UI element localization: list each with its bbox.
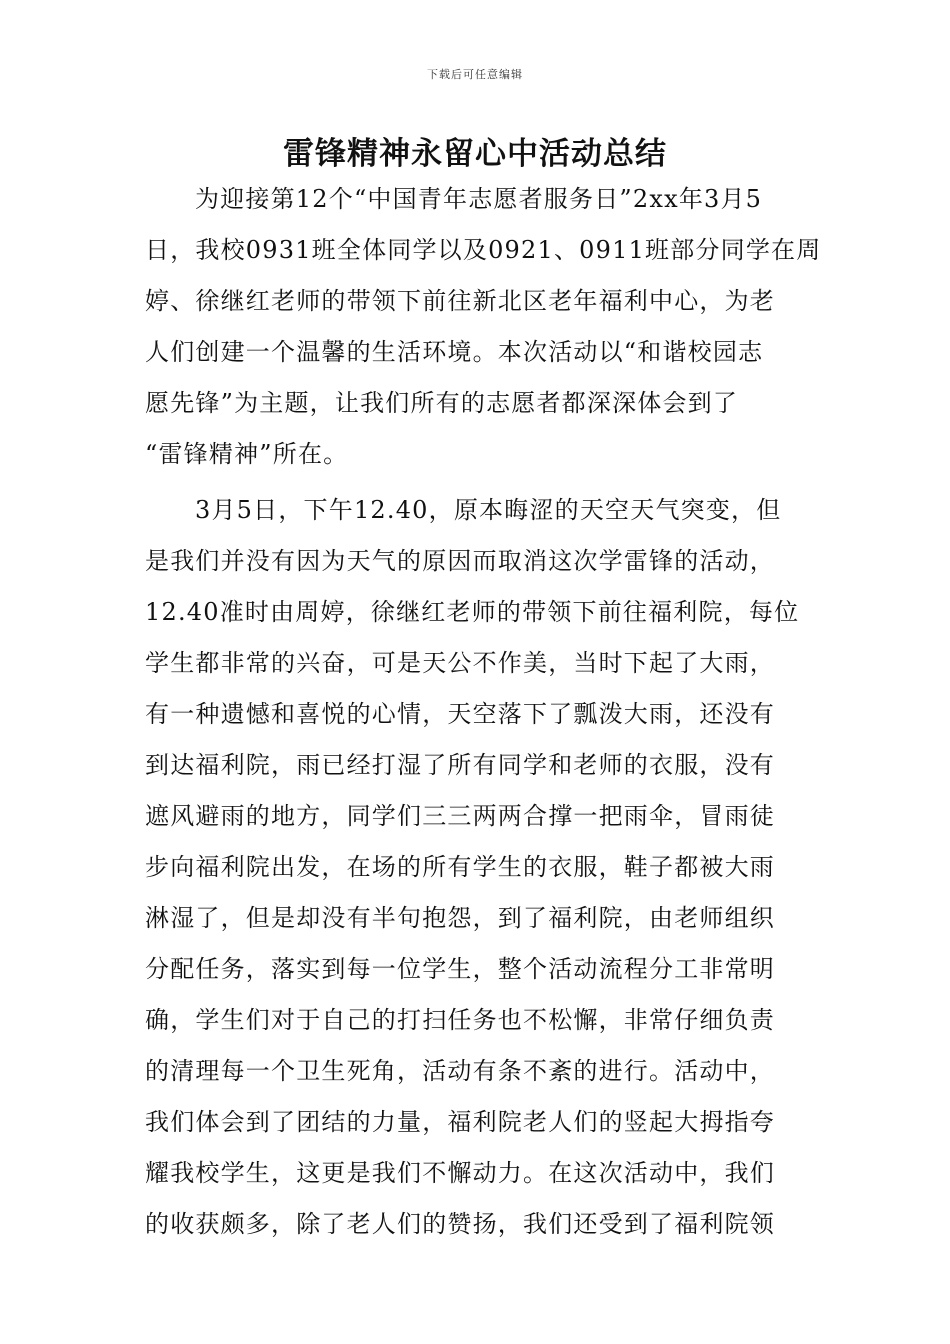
paragraph-line: 分配任务，落实到每一位学生，整个活动流程分工非常明 [145,955,775,983]
paragraph-line: 的收获颇多，除了老人们的赞扬，我们还受到了福利院领 [145,1210,775,1238]
paragraph-line: 日，我校0931班全体同学以及0921、0911班部分同学在周 [145,236,822,264]
paragraph-line: 淋湿了，但是却没有半句抱怨，到了福利院，由老师组织 [145,904,775,932]
paragraph-line: 有一种遗憾和喜悦的心情，天空落下了瓢泼大雨，还没有 [145,700,775,728]
paragraph-line: 的清理每一个卫生死角，活动有条不紊的进行。活动中， [145,1057,775,1085]
paragraph-line: 我们体会到了团结的力量，福利院老人们的竖起大拇指夸 [145,1108,775,1136]
paragraph-line: 学生都非常的兴奋，可是天公不作美，当时下起了大雨， [145,649,775,677]
paragraph-line: “雷锋精神”所在。 [145,440,349,468]
paragraph-line: 是我们并没有因为天气的原因而取消这次学雷锋的活动， [145,547,775,575]
paragraph-line: 愿先锋”为主题，让我们所有的志愿者都深深体会到了 [145,389,739,417]
paragraph-line: 遮风避雨的地方，同学们三三两两合撑一把雨伞，冒雨徒 [145,802,775,830]
paragraph-line: 确，学生们对于自己的打扫任务也不松懈，非常仔细负责 [145,1006,775,1034]
paragraph-line: 3月5日，下午12.40，原本晦涩的天空天气突变，但 [195,496,782,524]
paragraph-line: 为迎接第12个“中国青年志愿者服务日”2xx年3月5 [195,185,763,213]
document-title: 雷锋精神永留心中活动总结 [283,136,667,172]
paragraph-line: 婷、徐继红老师的带领下前往新北区老年福利中心，为老 [145,287,775,315]
document-body [145,180,825,1256]
paragraph-line: 耀我校学生，这更是我们不懈动力。在这次活动中，我们 [145,1159,775,1187]
paragraph-1 [145,180,825,486]
paragraph-2 [145,491,825,1256]
paragraph-line: 12.40准时由周婷，徐继红老师的带领下前往福利院，每位 [145,598,800,626]
paragraph-line: 到达福利院，雨已经打湿了所有同学和老师的衣服，没有 [145,751,775,779]
paragraph-line: 步向福利院出发，在场的所有学生的衣服，鞋子都被大雨 [145,853,775,881]
paragraph-line: 人们创建一个温馨的生活环境。本次活动以“和谐校园志 [145,338,764,366]
header-note: 下载后可任意编辑 [427,68,523,81]
